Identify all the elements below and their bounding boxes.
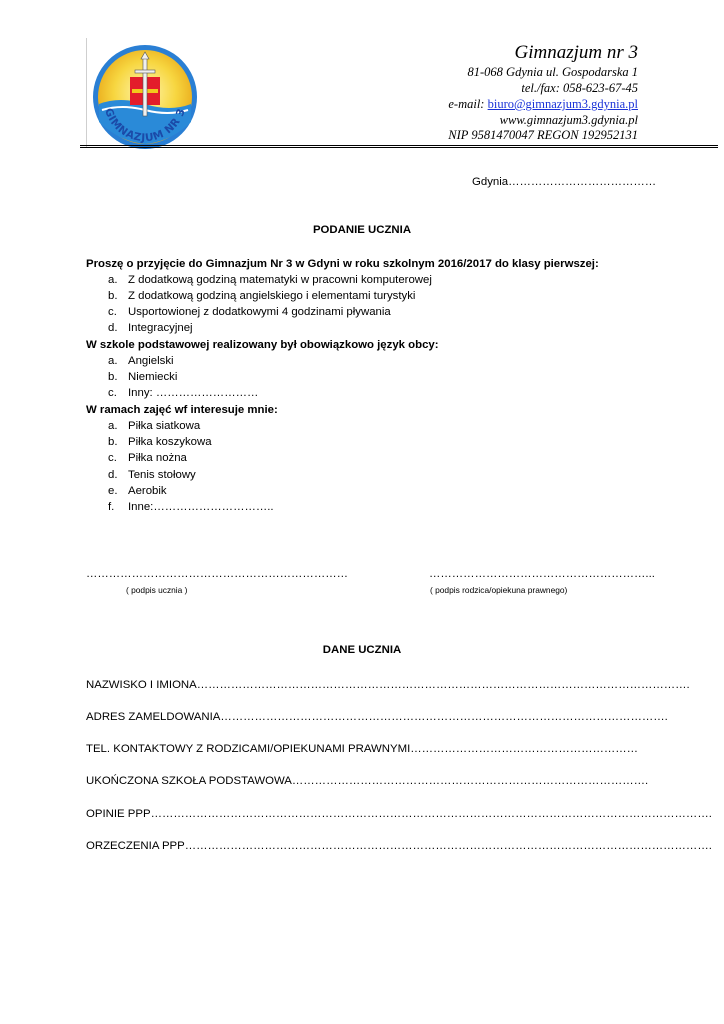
option-marker: d. bbox=[108, 322, 118, 334]
school-nip-regon: NIP 9581470047 REGON 192952131 bbox=[448, 128, 638, 142]
option-label: Inny: ……………………… bbox=[128, 387, 259, 399]
option-marker: a. bbox=[108, 355, 118, 367]
option-label: Z dodatkową godziną angielskiego i elementami turystyki bbox=[128, 290, 416, 302]
student-signature-line: …………………………………………………………… bbox=[86, 568, 348, 580]
header-rule-secondary bbox=[80, 147, 718, 148]
school-phone: tel./fax: 058-623-67-45 bbox=[521, 81, 638, 95]
field-primary-school: UKOŃCZONA SZKOŁA PODSTAWOWA…………………………………………………………………………………. bbox=[86, 775, 649, 787]
option-label: Tenis stołowy bbox=[128, 469, 196, 481]
option-label: Aerobik bbox=[128, 485, 167, 497]
option-marker: c. bbox=[108, 387, 117, 399]
field-ppp-certificates: ORZECZENIA PPP…………………………………………………………………………………………………………………………. bbox=[86, 840, 712, 852]
option-marker: e. bbox=[108, 485, 118, 497]
application-request: Proszę o przyjęcie do Gimnazjum Nr 3 w Gdyni w roku szkolnym 2016/2017 do klasy pierwszej: bbox=[86, 258, 599, 270]
option-label: Piłka nożna bbox=[128, 452, 187, 464]
parent-signature-line: …………………………………………………... bbox=[429, 568, 655, 580]
sport-question: W ramach zajęć wf interesuje mnie: bbox=[86, 404, 278, 416]
option-marker: f. bbox=[108, 501, 115, 513]
option-label: Piłka siatkowa bbox=[128, 420, 201, 432]
option-label: Integracyjnej bbox=[128, 322, 193, 334]
option-label: Piłka koszykowa bbox=[128, 436, 212, 448]
option-marker: b. bbox=[108, 290, 118, 302]
option-marker: b. bbox=[108, 436, 118, 448]
field-full-name: NAZWISKO I IMIONA…………………………………………………………………………………………………………………. bbox=[86, 679, 690, 691]
field-phone: TEL. KONTAKTOWY Z RODZICAMI/OPIEKUNAMI PRAWNYMI…………………………………………………… bbox=[86, 743, 639, 755]
option-label: Usportowionej z dodatkowymi 4 godzinami pływania bbox=[128, 306, 391, 318]
language-question: W szkole podstawowej realizowany był obowiązkowo język obcy: bbox=[86, 339, 439, 351]
option-label: Niemiecki bbox=[128, 371, 178, 383]
email-label: e-mail: bbox=[448, 97, 485, 111]
option-marker: a. bbox=[108, 274, 118, 286]
header-divider-vertical bbox=[86, 38, 87, 148]
option-marker: d. bbox=[108, 469, 118, 481]
field-address: ADRES ZAMELDOWANIA………………………………………………………………………………………………………. bbox=[86, 711, 668, 723]
email-link[interactable]: biuro@gimnazjum3.gdynia.pl bbox=[487, 97, 638, 111]
field-ppp-opinions: OPINIE PPP…………………………………………………………………………………………………………………………………. bbox=[86, 808, 712, 820]
parent-signature-caption: ( podpis rodzica/opiekuna prawnego) bbox=[430, 585, 568, 595]
logo-text: GIMNAZJUM NR 3 bbox=[102, 106, 188, 145]
application-title: PODANIE UCZNIA bbox=[312, 224, 412, 236]
school-email-line bbox=[448, 96, 638, 112]
school-website: www.gimnazjum3.gdynia.pl bbox=[499, 113, 638, 127]
student-signature-caption: ( podpis ucznia ) bbox=[126, 585, 188, 595]
option-label: Angielski bbox=[128, 355, 174, 367]
option-label: Inne:………………………….. bbox=[128, 501, 274, 513]
student-data-title: DANE UCZNIA bbox=[322, 644, 402, 656]
school-name: Gimnazjum nr 3 bbox=[514, 42, 638, 63]
place-date-field: Gdynia………………………………… bbox=[472, 176, 657, 188]
option-marker: c. bbox=[108, 452, 117, 464]
header-rule bbox=[80, 145, 718, 146]
option-label: Z dodatkową godziną matematyki w pracowni komputerowej bbox=[128, 274, 432, 286]
school-logo bbox=[90, 42, 200, 152]
option-marker: c. bbox=[108, 306, 117, 318]
option-marker: b. bbox=[108, 371, 118, 383]
school-address: 81-068 Gdynia ul. Gospodarska 1 bbox=[467, 65, 638, 79]
option-marker: a. bbox=[108, 420, 118, 432]
